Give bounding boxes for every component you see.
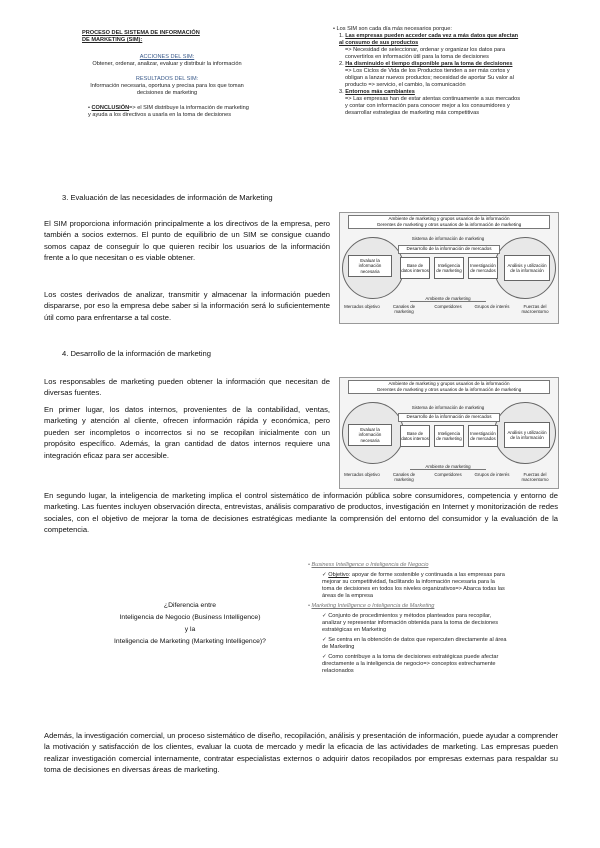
diagram-inner-box-1: Base de datos internos: [400, 257, 430, 279]
bullet-icon: •: [333, 26, 337, 32]
slide-bi-vs-mi-question: [90, 600, 290, 648]
slide-title: PROCESO DEL SISTEMA DE INFORMACIÓN DE MARKETING (SIM):: [82, 30, 200, 43]
diagram-system-label: Sistema de información de marketing: [411, 236, 485, 241]
bi-objective-text: : apoyar de forme sostenible y continuada a las empresas para mejorar su competitividad, facilitando la información necesaria para la toma de decisiones en todos los niveles organizativos=> Abarca todas las áreas de la empresa: [322, 572, 505, 599]
section-3-heading: 3. Evaluación de las necesidades de información de Marketing: [62, 193, 273, 202]
question-line-2: Inteligencia de Negocio (Business Intelligence): [119, 614, 261, 621]
bullet-icon: •: [308, 603, 312, 609]
diagram-bottom-4: Fuerzas del macroentorno: [521, 304, 549, 314]
diagram-inner-box-1: Base de datos internos: [400, 425, 430, 447]
diagram-bottom-2: Competidores: [434, 304, 462, 309]
diagram-bottom-2: Competidores: [434, 472, 462, 477]
diagram-inner-box-3: Investigación de mercados: [468, 257, 498, 279]
section-4-heading: 4. Desarrollo de la información de marketing: [62, 349, 211, 358]
diagram-bottom-4: Fuerzas del macroentorno: [521, 472, 549, 482]
diagram-bottom-1: Canales de marketing: [392, 472, 416, 482]
reason-3: 3. Entornos más cambiantes => Las empresas han de estar atentas continuamente a sus mercados y contar con información para conocer mejor a los consumidores y desarrollar estrategias de marketing más competitivas: [339, 89, 521, 116]
question-line-1: ¿Diferencia entre: [163, 602, 217, 609]
slide-sim-process: [82, 30, 252, 170]
diagram-develop-band: Desarrollo de la información de mercados: [398, 245, 500, 254]
mi-title: • Marketing Intelligence o Inteligencia de Marketing: [308, 603, 435, 609]
diagram-inner-box-2: Inteligencia de marketing: [434, 257, 464, 279]
slide-intro: • Los SIM son cada día más necesarios porque:: [333, 26, 452, 32]
diagram-bottom-0: Mercados objetivo: [344, 472, 380, 477]
diagram-top-band: Ambiente de marketing y grupos usuarios de la información Gerentes de marketing y otros usuarios de la información de marketing: [348, 215, 550, 229]
conclusion-text: => el SIM distribuye la información de marketing y ayuda a los directivos a usarla en la toma de decisiones: [88, 105, 249, 118]
resultados-text: Información necesaria, oportuna y precisa para los que toman decisiones de marketing: [90, 83, 244, 96]
sim-diagram-1: [339, 212, 559, 324]
check-icon: ✓: [322, 613, 329, 619]
conclusion-label: CONCLUSIÓN: [91, 105, 130, 111]
closing-paragraph: Además, la investigación comercial, un proceso sistemático de diseño, recopilación, análisis y presentación de información, puede ayudar a comprender la motivación y satisfacción de los clientes, evaluar la cuota de mercado y medir la eficacia de las actividades de marketing. Las empresas pueden realizar investigación comercial internamente, contratar especialistas externos o adquirir datos recopilados por empresas externas para respaldar su toma de decisiones en diversas áreas de marketing.: [44, 731, 558, 775]
diagram-right-box: Análisis y utilización de la información: [504, 422, 550, 448]
question-line-3: y la: [184, 626, 196, 633]
bi-objective: [308, 572, 508, 600]
diagram-inner-box-3: Investigación de mercados: [468, 425, 498, 447]
check-icon: ✓: [322, 637, 329, 643]
section-4-paragraph-1: Los responsables de marketing pueden obtener la información que necesitan de diversas fuentes.: [44, 377, 330, 398]
check-icon: ✓: [322, 572, 329, 578]
diagram-inner-box-2: Inteligencia de marketing: [434, 425, 464, 447]
conclusion: [82, 105, 252, 119]
section-4-paragraph-3: En segundo lugar, la inteligencia de marketing implica el control sistemático de información pública sobre consumidores, competencia y entorno de marketing. Las fuentes incluyen observación directa, entrevistas, análisis comparativo de productos, investigación en Internet y monitorización de redes sociales, con el objetivo de mejorar la toma de decisiones estratégicas mediante la comprensión del entorno del consumidor y la evaluación de la competencia.: [44, 491, 558, 535]
bi-objective-label: Objetivo: [328, 572, 349, 578]
acciones-label: ACCIONES DEL SIM:: [139, 54, 195, 60]
acciones-text: Obtener, ordenar, analizar, evaluar y distribuir la información: [92, 61, 242, 67]
slide-sim-needs: [333, 26, 523, 171]
section-3-paragraph-2: Los costes derivados de analizar, transmitir y almacenar la información pueden dispararse, por eso la empresa debe saber si la información será lo suficientemente útil como para enfrentarse a tal coste.: [44, 290, 330, 322]
bi-title: • Business Intelligence o Inteligencia de Negocio: [308, 562, 429, 568]
reason-2: 2. Ha disminuido el tiempo disponible para la toma de decisiones => Los Ciclos de Vida de los Productos tienden a ser más cortos y obligan a lanzar nuevos productos; necesidad de aportar Su valor al producto => servicio, el cambio, la comunicación: [339, 61, 514, 88]
reason-1: 1. Las empresas pueden acceder cada vez a más datos que afectan al consumo de sus productos => Necesidad de seleccionar, ordenar y organizar los datos para convertirlos en información útil para la toma de decisiones: [339, 33, 519, 60]
section-3-paragraph-1: El SIM proporciona información principalmente a los directivos de la empresa, pero también a socios externos. El punto de equilibrio de un SIM se consigue cuando somos capaz de conseguir lo que quieren recibir los usuarios de la información frente a lo que necesitan o es viable obtener.: [44, 219, 330, 263]
sim-diagram-2: [339, 377, 559, 489]
diagram-develop-band: Desarrollo de la información de mercados: [398, 413, 500, 422]
slide-bi-vs-mi-answers: [308, 562, 508, 675]
diagram-right-box: Análisis y utilización de la información: [504, 255, 550, 281]
diagram-bottom-3: Grupos de interés: [474, 304, 510, 309]
diagram-left-box: Evaluar la información necesaria: [348, 255, 392, 277]
check-icon: ✓: [322, 654, 329, 660]
mi-item-3: ✓ Como contribuye a la toma de decisiones estratégicas puede afectar directamente a la inteligencia de negocio=> conceptos estrechamente relacionados: [322, 654, 499, 674]
diagram-bottom-0: Mercados objetivo: [344, 304, 380, 309]
bullet-icon: •: [308, 562, 312, 568]
diagram-system-label: Sistema de información de marketing: [411, 405, 485, 410]
diagram-env-label: Ambiente de marketing: [410, 464, 486, 470]
section-4-paragraph-2: En primer lugar, los datos internos, provenientes de la contabilidad, ventas, marketing y atención al cliente, ofrecen información rápida y económica, pero pueden ser incompletos o incorrectos si no se recopilan inicialmente con un propósito específico. Además, la gran cantidad de datos internos requiere una integración eficaz para ser accesible.: [44, 405, 330, 460]
bullet-icon: •: [88, 105, 92, 111]
diagram-bottom-3: Grupos de interés: [474, 472, 510, 477]
mi-item-2: ✓ Se centra en la obtención de datos que repercuten directamente al área de Marketing: [322, 637, 507, 650]
question-line-4: Inteligencia de Marketing (Marketing Intelligence)?: [114, 638, 266, 645]
mi-item-1: ✓ Conjunto de procedimientos y métodos planteados para recopilar, analizar y representar información obtenida para la toma de decisiones estratégicas en Marketing: [322, 613, 498, 633]
diagram-top-band: Ambiente de marketing y grupos usuarios de la información Gerentes de marketing y otros usuarios de la información de marketing: [348, 380, 550, 394]
resultados-label: RESULTADOS DEL SIM:: [135, 76, 199, 82]
diagram-env-label: Ambiente de marketing: [410, 296, 486, 302]
diagram-bottom-1: Canales de marketing: [392, 304, 416, 314]
diagram-left-box: Evaluar la información necesaria: [348, 424, 392, 446]
